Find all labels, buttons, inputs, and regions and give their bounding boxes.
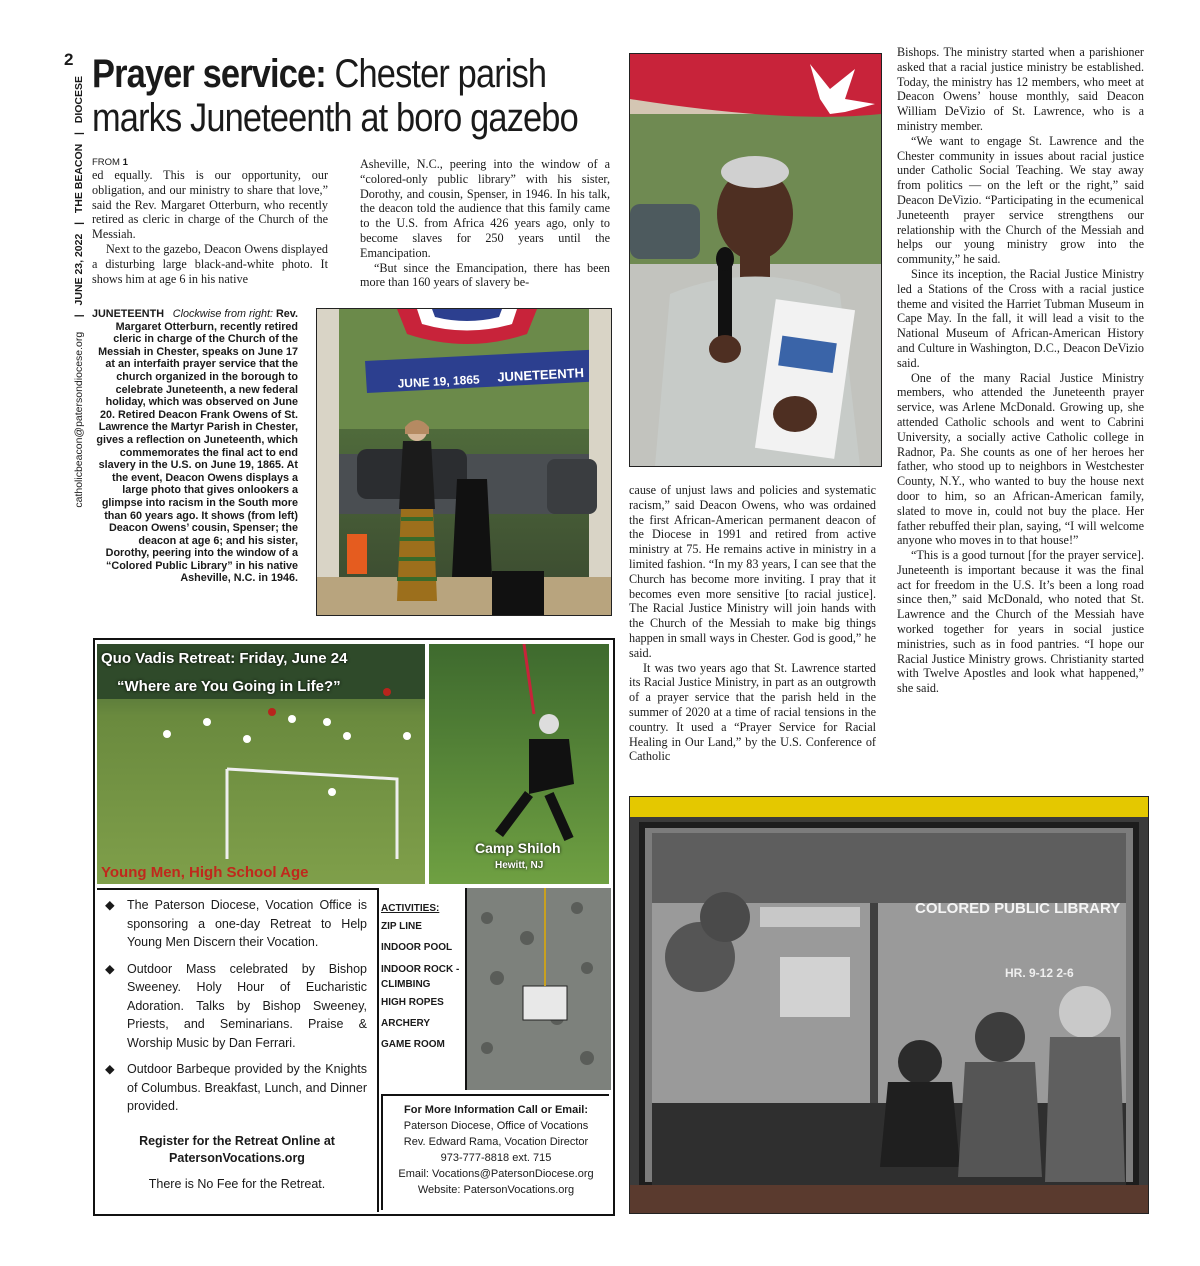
- sidebar-section: DIOCESE: [73, 76, 85, 124]
- paragraph: One of the many Racial Justice Ministry members, who attended the Juneteenth prayer service, was Arlene McDonald. Growing up, she attended Catholic schools and went to Cabrini University, a socially active Catholic college in Radnor, Pa. She counts as one of her heroes her father, who stood up to neighbors in Westchester County, N.Y., who wanted to buy the house next door to him, so an African-American family, slated to move in, could not buy the place. Her father rebuffed their plan, saying, “I will welcome anyone who moves in to that house!”: [897, 370, 1144, 548]
- activity-item: INDOOR POOL: [381, 942, 453, 953]
- headline: [92, 52, 612, 140]
- sidebar-date: JUNE 23, 2022: [73, 233, 85, 306]
- ad-camp-location: Hewitt, NJ: [495, 860, 544, 871]
- ad-subtitle: “Where are You Going in Life?”: [117, 678, 341, 695]
- article-col-1: [92, 168, 328, 286]
- ad-photo-zipline: [429, 644, 609, 884]
- photo-caption: [92, 308, 298, 585]
- paragraph: “This is a good turnout [for the prayer service]. Juneteenth is important because it was the final act for freedom in the U.S. It’s been a long road since then,” said McDonald, who noted that St. Lawrence and the Church of the Messiah have worked together for years in social justice ministries, such as in food pantries. “I hope our Racial Justice Ministry grows. Christianity started with Twelve Apostles and look what happened,” she said.: [897, 548, 1144, 696]
- activity-item: GAME ROOM: [381, 1039, 445, 1050]
- paragraph: Next to the gazebo, Deacon Owens displayed a disturbing large black-and-white photo. It shows him at age 6 in his native: [92, 241, 328, 286]
- ad-contact: [381, 1094, 609, 1210]
- caption-text: Rev. Margaret Otterburn, recently retired cleric in charge of the Church of the Messiah in Chester, speaks on June 17 at an interfaith prayer service that the church organized in the borough to celebrate Juneteenth, a new federal holiday, which was observed on June 20. Retired Deacon Frank Owens of St. Lawrence the Martyr Parish in Chester, gives a reflection on Juneteenth, which commemorates the final act to end slavery in the U.S. on June 19, 1865. At the event, Deacon Owens displays a large photo that gives onlookers a glimpse into racism in the South more than 60 years ago. It shows (from left) Deacon Owens’ cousin, Spenser; the deacon at age 6; and his sister, Dorothy, peering into the window of a “Colored Public Library” in his native Asheville, N.C. in 1946.: [96, 308, 298, 585]
- ad-register-line-1: Register for the Retreat Online at: [139, 1133, 335, 1148]
- photo-otterburn: [316, 308, 612, 616]
- ad-contact-title: For More Information Call or Email:: [404, 1104, 588, 1116]
- caption-direction: Clockwise from right:: [172, 308, 273, 320]
- sidebar-email: catholicbeacon@patersondiocese.org: [73, 331, 85, 508]
- article-col-4: [897, 45, 1144, 696]
- window-hours: HR. 9-12 2-6: [1005, 966, 1074, 980]
- retreat-advertisement: [93, 638, 615, 1216]
- paragraph: “We want to engage St. Lawrence and the Chester community in issues about racial justice under Catholic Social Teaching. We stay away from politics — on the left or the right,” said Deacon DeVizio. “Participating in the ecumenical Juneteenth prayer service strengthens our relationship with the Church of the Messiah and helps our young ministry grow into the community,” he said.: [897, 133, 1144, 267]
- paragraph: cause of unjust laws and policies and systematic racism,” said Deacon Owens, who was ordained the first African-American permanent deacon of the Diocese in 1991 and retired from active ministry at 75. He remains active in ministry in a limited fashion. “In my 83 years, I can see that the Church has become more inviting. I pray that it becomes even more sensitive [to racial justice]. The Racial Justice Ministry will join hands with the Church of the Messiah to make big things happen in small ways in Chester. God is good,” he said.: [629, 483, 876, 660]
- banner-date: JUNE 19, 1865: [397, 372, 480, 391]
- activity-item: ZIP LINE: [381, 921, 422, 932]
- photo-colored-public-library: [629, 796, 1149, 1214]
- article-col-3: [629, 483, 876, 764]
- paragraph: “But since the Emancipation, there has been more than 160 years of slavery be-: [360, 260, 610, 290]
- ad-contact-website[interactable]: Website: PatersonVocations.org: [417, 1184, 575, 1196]
- ad-photo-field: [97, 644, 425, 884]
- ad-contact-line: Paterson Diocese, Office of Vocations: [403, 1120, 589, 1132]
- page-number: 2: [64, 50, 74, 69]
- ad-contact-line: Rev. Edward Rama, Vocation Director: [403, 1136, 589, 1148]
- paragraph: Asheville, N.C., peering into the window of a “colored-only public library” with his sister, Dorothy, and cousin, Spenser, in 1946. In his talk, the deacon told the audience that this family came to the U.S. from Africa 426 years ago, only to become slaves for 250 years until the Emancipation.: [360, 157, 610, 260]
- paragraph: Bishops. The ministry started when a parishioner asked that a racial justice ministry be established. Today, the ministry has 12 members, who meet at Deacon Owens’ house monthly, said Deacon William DeVizio of St. Lawrence, who is a ministry member.: [897, 45, 1144, 133]
- photo-deacon-owens: [629, 53, 882, 467]
- ad-no-fee: There is No Fee for the Retreat.: [148, 1176, 326, 1191]
- headline-lead: Prayer service:: [92, 52, 326, 96]
- caption-label: JUNETEENTH: [92, 308, 164, 320]
- paragraph: Since its inception, the Racial Justice Ministry led a Stations of the Cross with a racial justice theme and visited the Harriet Tubman Museum in Cape May. In the fall, it will lead a visit to the National Museum of African-American History and Culture in Washington, D.C., Deacon DeVizio said.: [897, 266, 1144, 370]
- ad-bullet: ◆ Outdoor Mass celebrated by Bishop Sweeney. Holy Hour of Eucharistic Adoration. Talks by Bishop Sweeney, Priests, and Seminarians. Praise & Worship Music by Dan Ferrari.: [105, 961, 367, 1050]
- ad-details: [97, 888, 379, 1212]
- banner-text: JUNETEENTH: [496, 365, 585, 385]
- paragraph: ed equally. This is our opportunity, our obligation, and our ministry to share that love,” said the Rev. Margaret Otterburn, who recently retired as cleric in charge of the Church of the Messiah.: [92, 168, 328, 242]
- activity-item: ARCHERY: [381, 1018, 431, 1029]
- activity-item: INDOOR ROCK -CLIMBING: [381, 964, 460, 990]
- article-col-2: [360, 157, 610, 290]
- ad-register-link[interactable]: PatersonVocations.org: [169, 1150, 305, 1165]
- ad-title: Quo Vadis Retreat: Friday, June 24: [101, 650, 348, 667]
- ad-photo-rockwall: [465, 888, 611, 1090]
- ad-bullet: ◆ Outdoor Barbeque provided by the Knights of Columbus. Breakfast, Lunch, and Dinner provided.: [105, 1062, 367, 1113]
- activity-item: HIGH ROPES: [381, 997, 444, 1008]
- ad-contact-email[interactable]: Email: Vocations@PatersonDiocese.org: [398, 1168, 594, 1180]
- ad-bullet: ◆ The Paterson Diocese, Vocation Office is sponsoring a one-day Retreat to Help Young Men Discern their Vocation.: [105, 898, 367, 949]
- ad-audience: Young Men, High School Age: [101, 864, 309, 881]
- ad-camp: Camp Shiloh: [475, 840, 561, 856]
- ad-activities: [381, 890, 463, 1090]
- paragraph: It was two years ago that St. Lawrence started its Racial Justice Ministry, in part as an outgrowth of a prayer service that the parish held in the summer of 2020 at a time of racial tensions in the country. It used a “Prayer Service for Racial Healing in Our Land,” by the U.S. Conference of Catholic: [629, 660, 876, 764]
- ad-activities-title: ACTIVITIES:: [381, 903, 440, 914]
- headline-rest: Chester parish marks Juneteenth at boro gazebo: [92, 52, 578, 140]
- continued-from: FROM 1: [92, 157, 128, 168]
- library-sign: COLORED PUBLIC LIBRARY: [915, 900, 1121, 917]
- sidebar-running-head: catholicbeacon@patersondiocese.org | JUNE 23, 2022 | THE BEACON | DIOCESE: [73, 76, 85, 508]
- sidebar-paper: THE BEACON: [73, 143, 85, 214]
- ad-contact-phone[interactable]: 973-777-8818 ext. 715: [440, 1152, 552, 1164]
